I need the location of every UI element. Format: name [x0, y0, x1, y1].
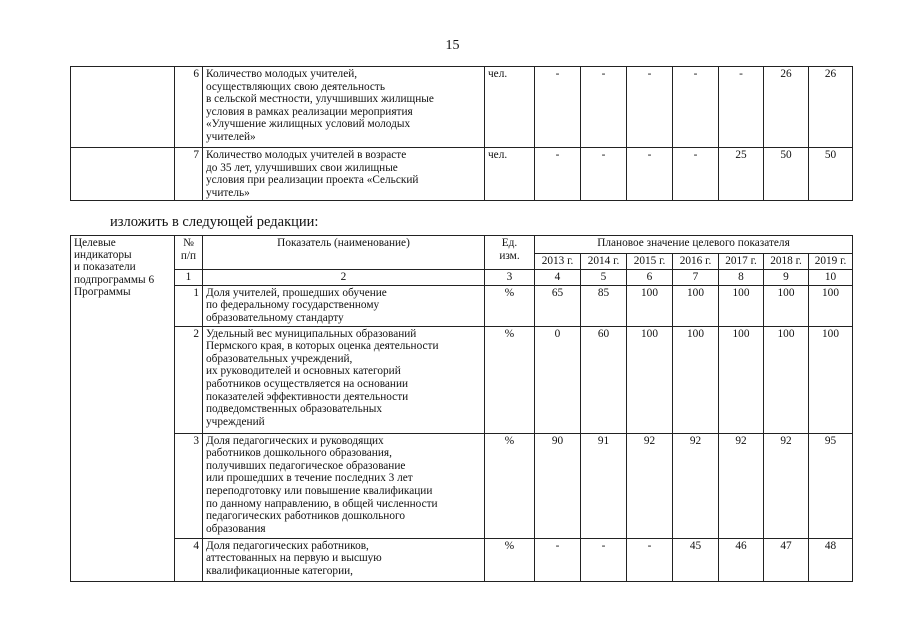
top-table	[70, 66, 853, 201]
value-cell: 65	[535, 285, 581, 326]
column-number: 2	[203, 270, 485, 286]
value-cell: 50	[764, 148, 809, 201]
value-cell: 46	[719, 538, 764, 581]
value-cell: -	[581, 67, 627, 148]
year-header: 2019 г.	[809, 254, 853, 270]
column-number: 8	[719, 270, 764, 286]
value-cell: 26	[809, 67, 853, 148]
year-header: 2017 г.	[719, 254, 764, 270]
empty-cell	[71, 148, 175, 201]
value-cell: 100	[764, 285, 809, 326]
row-number: 6	[175, 67, 203, 148]
value-cell: 100	[627, 326, 673, 433]
value-cell: 100	[809, 285, 853, 326]
value-cell: -	[719, 67, 764, 148]
value-cell: -	[581, 538, 627, 581]
unit-cell: чел.	[485, 148, 535, 201]
value-cell: 50	[809, 148, 853, 201]
value-cell: 90	[535, 433, 581, 538]
table-row	[71, 538, 853, 581]
value-cell: -	[535, 538, 581, 581]
unit-cell: %	[485, 285, 535, 326]
year-header: 2015 г.	[627, 254, 673, 270]
year-header: 2013 г.	[535, 254, 581, 270]
value-cell: -	[673, 67, 719, 148]
value-cell: 91	[581, 433, 627, 538]
value-cell: 100	[809, 326, 853, 433]
value-cell: 45	[673, 538, 719, 581]
value-cell: 100	[673, 326, 719, 433]
value-cell: 92	[673, 433, 719, 538]
unit-cell: %	[485, 433, 535, 538]
value-cell: 47	[764, 538, 809, 581]
row-number: 7	[175, 148, 203, 201]
row-number: 4	[175, 538, 203, 581]
header-num: № п/п	[175, 236, 203, 270]
section-label: Целевые индикаторы и показатели подпрограммы 6 Программы	[71, 236, 175, 582]
header-indicator: Показатель (наименование)	[203, 236, 485, 270]
value-cell: -	[535, 67, 581, 148]
top-row	[71, 67, 853, 148]
table-row	[71, 285, 853, 326]
table-row	[71, 433, 853, 538]
value-cell: 85	[581, 285, 627, 326]
value-cell: -	[627, 148, 673, 201]
value-cell: -	[535, 148, 581, 201]
row-number: 1	[175, 285, 203, 326]
value-cell: -	[627, 538, 673, 581]
indicator-text: Количество молодых учителей, осуществляющих свою деятельность в сельской местности, улучшивших жилищные условия в рамках реализации мероприятия «Улучшение жилищных условий молодых учителей»	[203, 67, 485, 148]
value-cell: 26	[764, 67, 809, 148]
indicator-text: Количество молодых учителей в возрасте до 35 лет, улучшивших свои жилищные условия при реализации проекта «Сельский учитель»	[203, 148, 485, 201]
value-cell: 48	[809, 538, 853, 581]
value-cell: 92	[719, 433, 764, 538]
column-number: 6	[627, 270, 673, 286]
header-plan: Плановое значение целевого показателя	[535, 236, 853, 254]
row-number: 2	[175, 326, 203, 433]
indicator-text: Удельный вес муниципальных образований Пермского края, в которых оценка деятельности образовательных учреждений, их руководителей и основных категорий работников осуществляется на основании показателей эффективности деятельности подведомственных образовательных учреждений	[203, 326, 485, 433]
value-cell: 25	[719, 148, 764, 201]
value-cell: 100	[627, 285, 673, 326]
year-header: 2016 г.	[673, 254, 719, 270]
column-number: 10	[809, 270, 853, 286]
value-cell: 92	[627, 433, 673, 538]
page-number: 15	[445, 38, 460, 53]
value-cell: 100	[719, 285, 764, 326]
value-cell: 100	[673, 285, 719, 326]
value-cell: 0	[535, 326, 581, 433]
value-cell: 60	[581, 326, 627, 433]
main-table	[70, 235, 853, 582]
value-cell: 92	[764, 433, 809, 538]
column-number: 9	[764, 270, 809, 286]
column-number: 1	[175, 270, 203, 286]
unit-cell: %	[485, 538, 535, 581]
value-cell: -	[627, 67, 673, 148]
intro-text: изложить в следующей редакции:	[110, 214, 319, 230]
top-row	[71, 148, 853, 201]
value-cell: 100	[764, 326, 809, 433]
table-row	[71, 326, 853, 433]
unit-cell: %	[485, 326, 535, 433]
column-number: 4	[535, 270, 581, 286]
header-unit: Ед. изм.	[485, 236, 535, 270]
column-number: 7	[673, 270, 719, 286]
indicator-text: Доля педагогических работников, аттестованных на первую и высшую квалификационные категории,	[203, 538, 485, 581]
row-number: 3	[175, 433, 203, 538]
value-cell: 95	[809, 433, 853, 538]
value-cell: -	[673, 148, 719, 201]
year-header: 2018 г.	[764, 254, 809, 270]
column-number: 5	[581, 270, 627, 286]
value-cell: 100	[719, 326, 764, 433]
year-header: 2014 г.	[581, 254, 627, 270]
value-cell: -	[581, 148, 627, 201]
indicator-text: Доля учителей, прошедших обучение по федеральному государственному образовательному стандарту	[203, 285, 485, 326]
unit-cell: чел.	[485, 67, 535, 148]
empty-cell	[71, 67, 175, 148]
indicator-text: Доля педагогических и руководящих работников дошкольного образования, получивших педагогическое образование или прошедших в течение последних 3 лет переподготовку или повышение квалификации по данному направлению, в общей численности педагогических работников дошкольного образования	[203, 433, 485, 538]
column-number: 3	[485, 270, 535, 286]
